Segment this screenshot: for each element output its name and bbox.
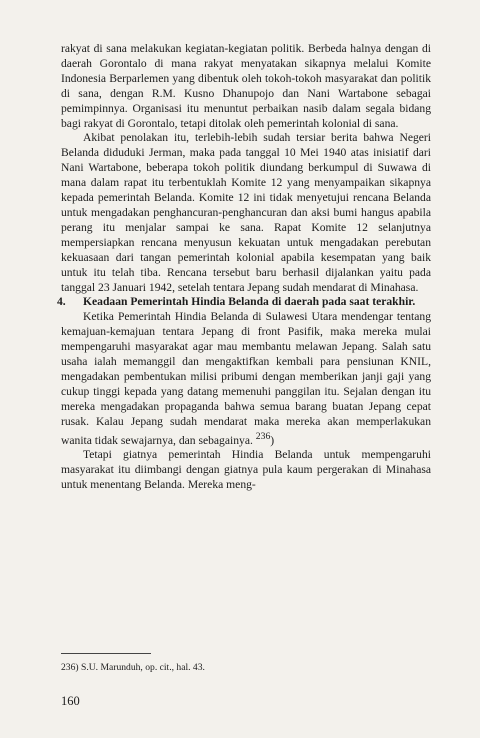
- body-text: [57, 42, 431, 493]
- footnote-number: 236): [61, 662, 79, 673]
- paragraph-4: Tetapi giatnya pemerintah Hindia Belanda untuk mempengaruhi masyarakat itu diimbangi dengan giatnya pula kaum pergerakan di Minahasa untuk menentang Belanda. Mereka meng-: [61, 448, 431, 492]
- section-heading: [57, 295, 431, 310]
- footnote-reference-close: ): [270, 433, 275, 447]
- footnote-reference: 236: [255, 430, 271, 442]
- paragraph-1: rakyat di sana melakukan kegiatan-kegiatan politik. Berbeda halnya dengan di daerah Gorontalo di mana rakyat menyatakan sikapnya melalui Komite Indonesia Berparlemen yang dibentuk oleh tokoh-tokoh masyarakat dan politik di sana, dengan R.M. Kusno Dhanupojo dan Nani Wartabone sebagai pemimpinnya. Organisasi itu menuntut perbaikan nasib dalam segala bidang bagi rakyat di Gorontalo, tetapi ditolak oleh pemerintah kolonial di sana.: [61, 42, 431, 130]
- section-title: Keadaan Pemerintah Hindia Belanda di daerah pada saat terakhir.: [83, 295, 416, 309]
- footnote: [61, 662, 431, 674]
- paragraph-3-text: Ketika Pemerintah Hindia Belanda di Sulawesi Utara mendengar tentang kemajuan-kemajuan tentara Jepang di front Pasifik, maka mereka mulai mempengaruhi masyarakat agar mau membantu melawan Jepang. Salah satu usaha ialah memanggil dan mengaktifkan kembali para pensiunan KNIL, mengadakan pembentukan milisi pribumi dengan memberikan janji gaji yang cukup tinggi kepada yang datang memenuhi panggilan itu. Sejalan dengan itu mereka mengadakan propaganda bahwa semua barang buatan Jepang cepat rusak. Kalau Jepang sudah mendarat maka mereka akan memperlakukan wanita tidak sewajarnya, dan sebagainya.: [61, 310, 431, 447]
- page-number: 160: [61, 694, 80, 708]
- paragraph-2: Akibat penolakan itu, terlebih-lebih sudah tersiar berita bahwa Negeri Belanda diduduki Jerman, maka pada tanggal 10 Mei 1940 atas inisiatif dari Nani Wartabone, beberapa tokoh politik diundang berkumpul di Suwawa di mana dalam rapat itu terbentuklah Komite 12 yang menyampaikan sikapnya kepada pemerintah Belanda. Komite 12 ini tidak menyetujui rencana Belanda untuk mengadakan penghancuran-penghancuran dan aksi bumi hangus apabila perang itu menjalar sampai ke sana. Rapat Komite 12 selanjutnya mempersiapkan rencana menyusun kekuatan untuk mengadakan perebutan kekuasaan dari tangan pemerintah kolonial apabila kesempatan yang baik untuk itu telah tiba. Rencana tersebut baru berhasil dijalankan yaitu pada tanggal 23 Januari 1942, setelah tentara Jepang sudah mendarat di Minahasa.: [61, 131, 431, 294]
- section-number: 4.: [57, 295, 66, 309]
- footnote-divider: [61, 653, 151, 654]
- footnote-text: S.U. Marunduh, op. cit., hal. 43.: [81, 662, 205, 673]
- paragraph-3: [61, 310, 431, 448]
